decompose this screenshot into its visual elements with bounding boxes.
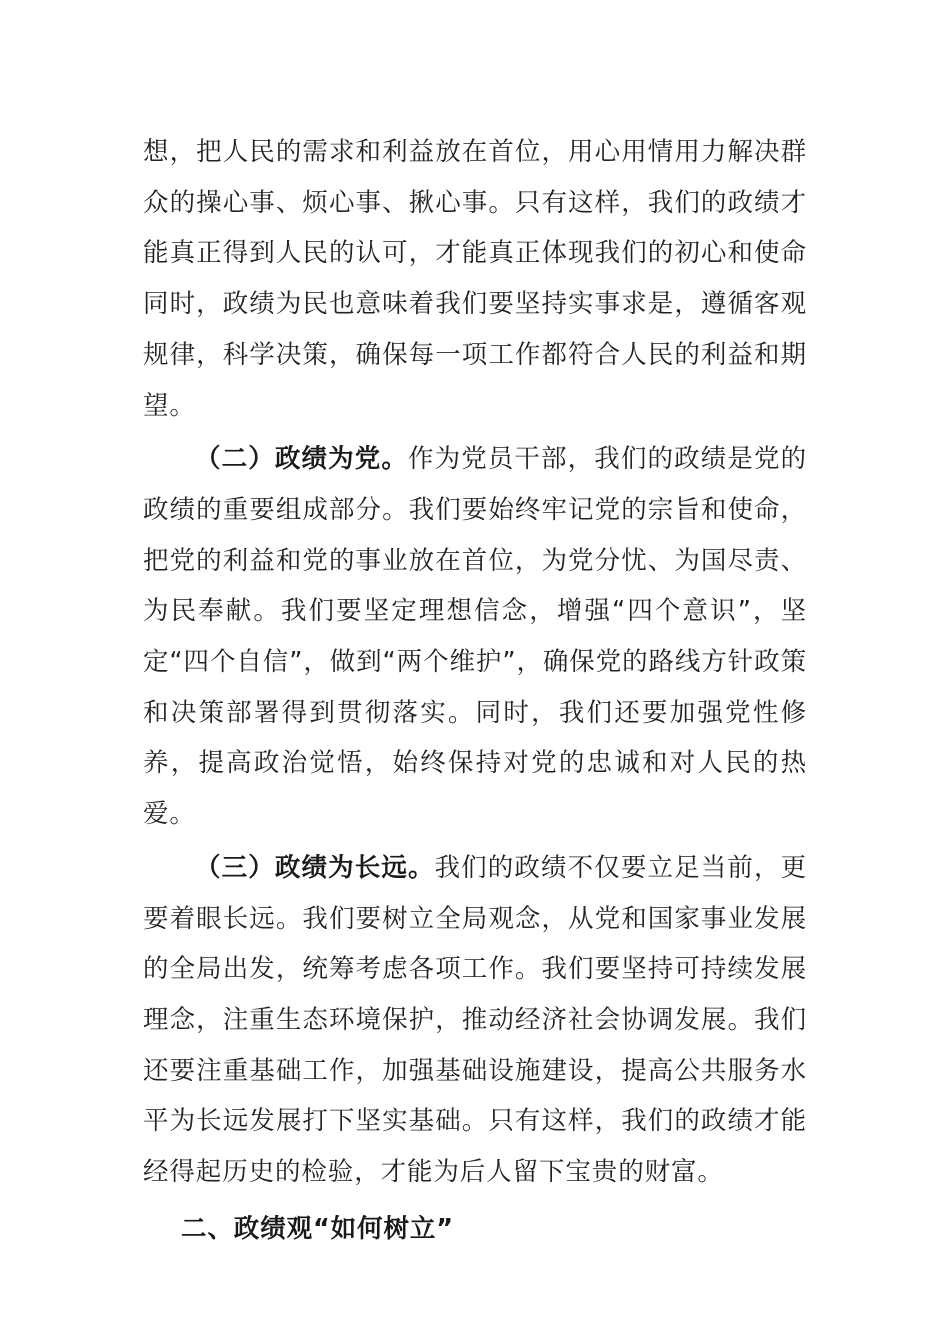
paragraph-continuation: 想，把人民的需求和利益放在首位，用心用情用力解决群众的操心事、烦心事、揪心事。只有这样，我们的政绩才能真正得到人民的认可，才能真正体现我们的初心和使命同时，政绩为民也意味着我们要坚持实事求是，遵循客观规律，科学决策，确保每一项工作都符合人民的利益和期望。	[143, 137, 807, 421]
section-heading: 二、政绩观“如何树立”	[181, 1213, 454, 1244]
paragraph-long-term-body: 我们的政绩不仅要立足当前，更要着眼长远。我们要树立全局观念，从党和国家事业发展的全局出发，统筹考虑各项工作。我们要坚持可持续发展理念，注重生态环境保护，推动经济社会协调发展。我们还要注重基础工作，加强基础设施建设，提高公共服务水平为长远发展打下坚实基础。只有这样，我们的政绩才能经得起历史的检验，才能为后人留下宝贵的财富。	[143, 852, 807, 1188]
paragraph-long-term-lead: （三）政绩为长远。	[195, 852, 435, 883]
paragraph-party-body: 作为党员干部，我们的政绩是党的政绩的重要组成部分。我们要始终牢记党的宗旨和使命，把党的利益和党的事业放在首位，为党分忧、为国尽责、为民奉献。我们要坚定理想信念，增强“四个意识”，坚定“四个自信”，做到“两个维护”，确保党的路线方针政策和决策部署得到贯彻落实。同时，我们还要加强党性修养，提高政治觉悟，始终保持对党的忠诚和对人民的热爱。	[143, 444, 807, 830]
paragraph-party	[143, 434, 807, 840]
paragraph-party-lead: （二）政绩为党。	[195, 444, 408, 475]
document-body	[143, 127, 807, 1254]
paragraph-long-term	[143, 843, 807, 1198]
